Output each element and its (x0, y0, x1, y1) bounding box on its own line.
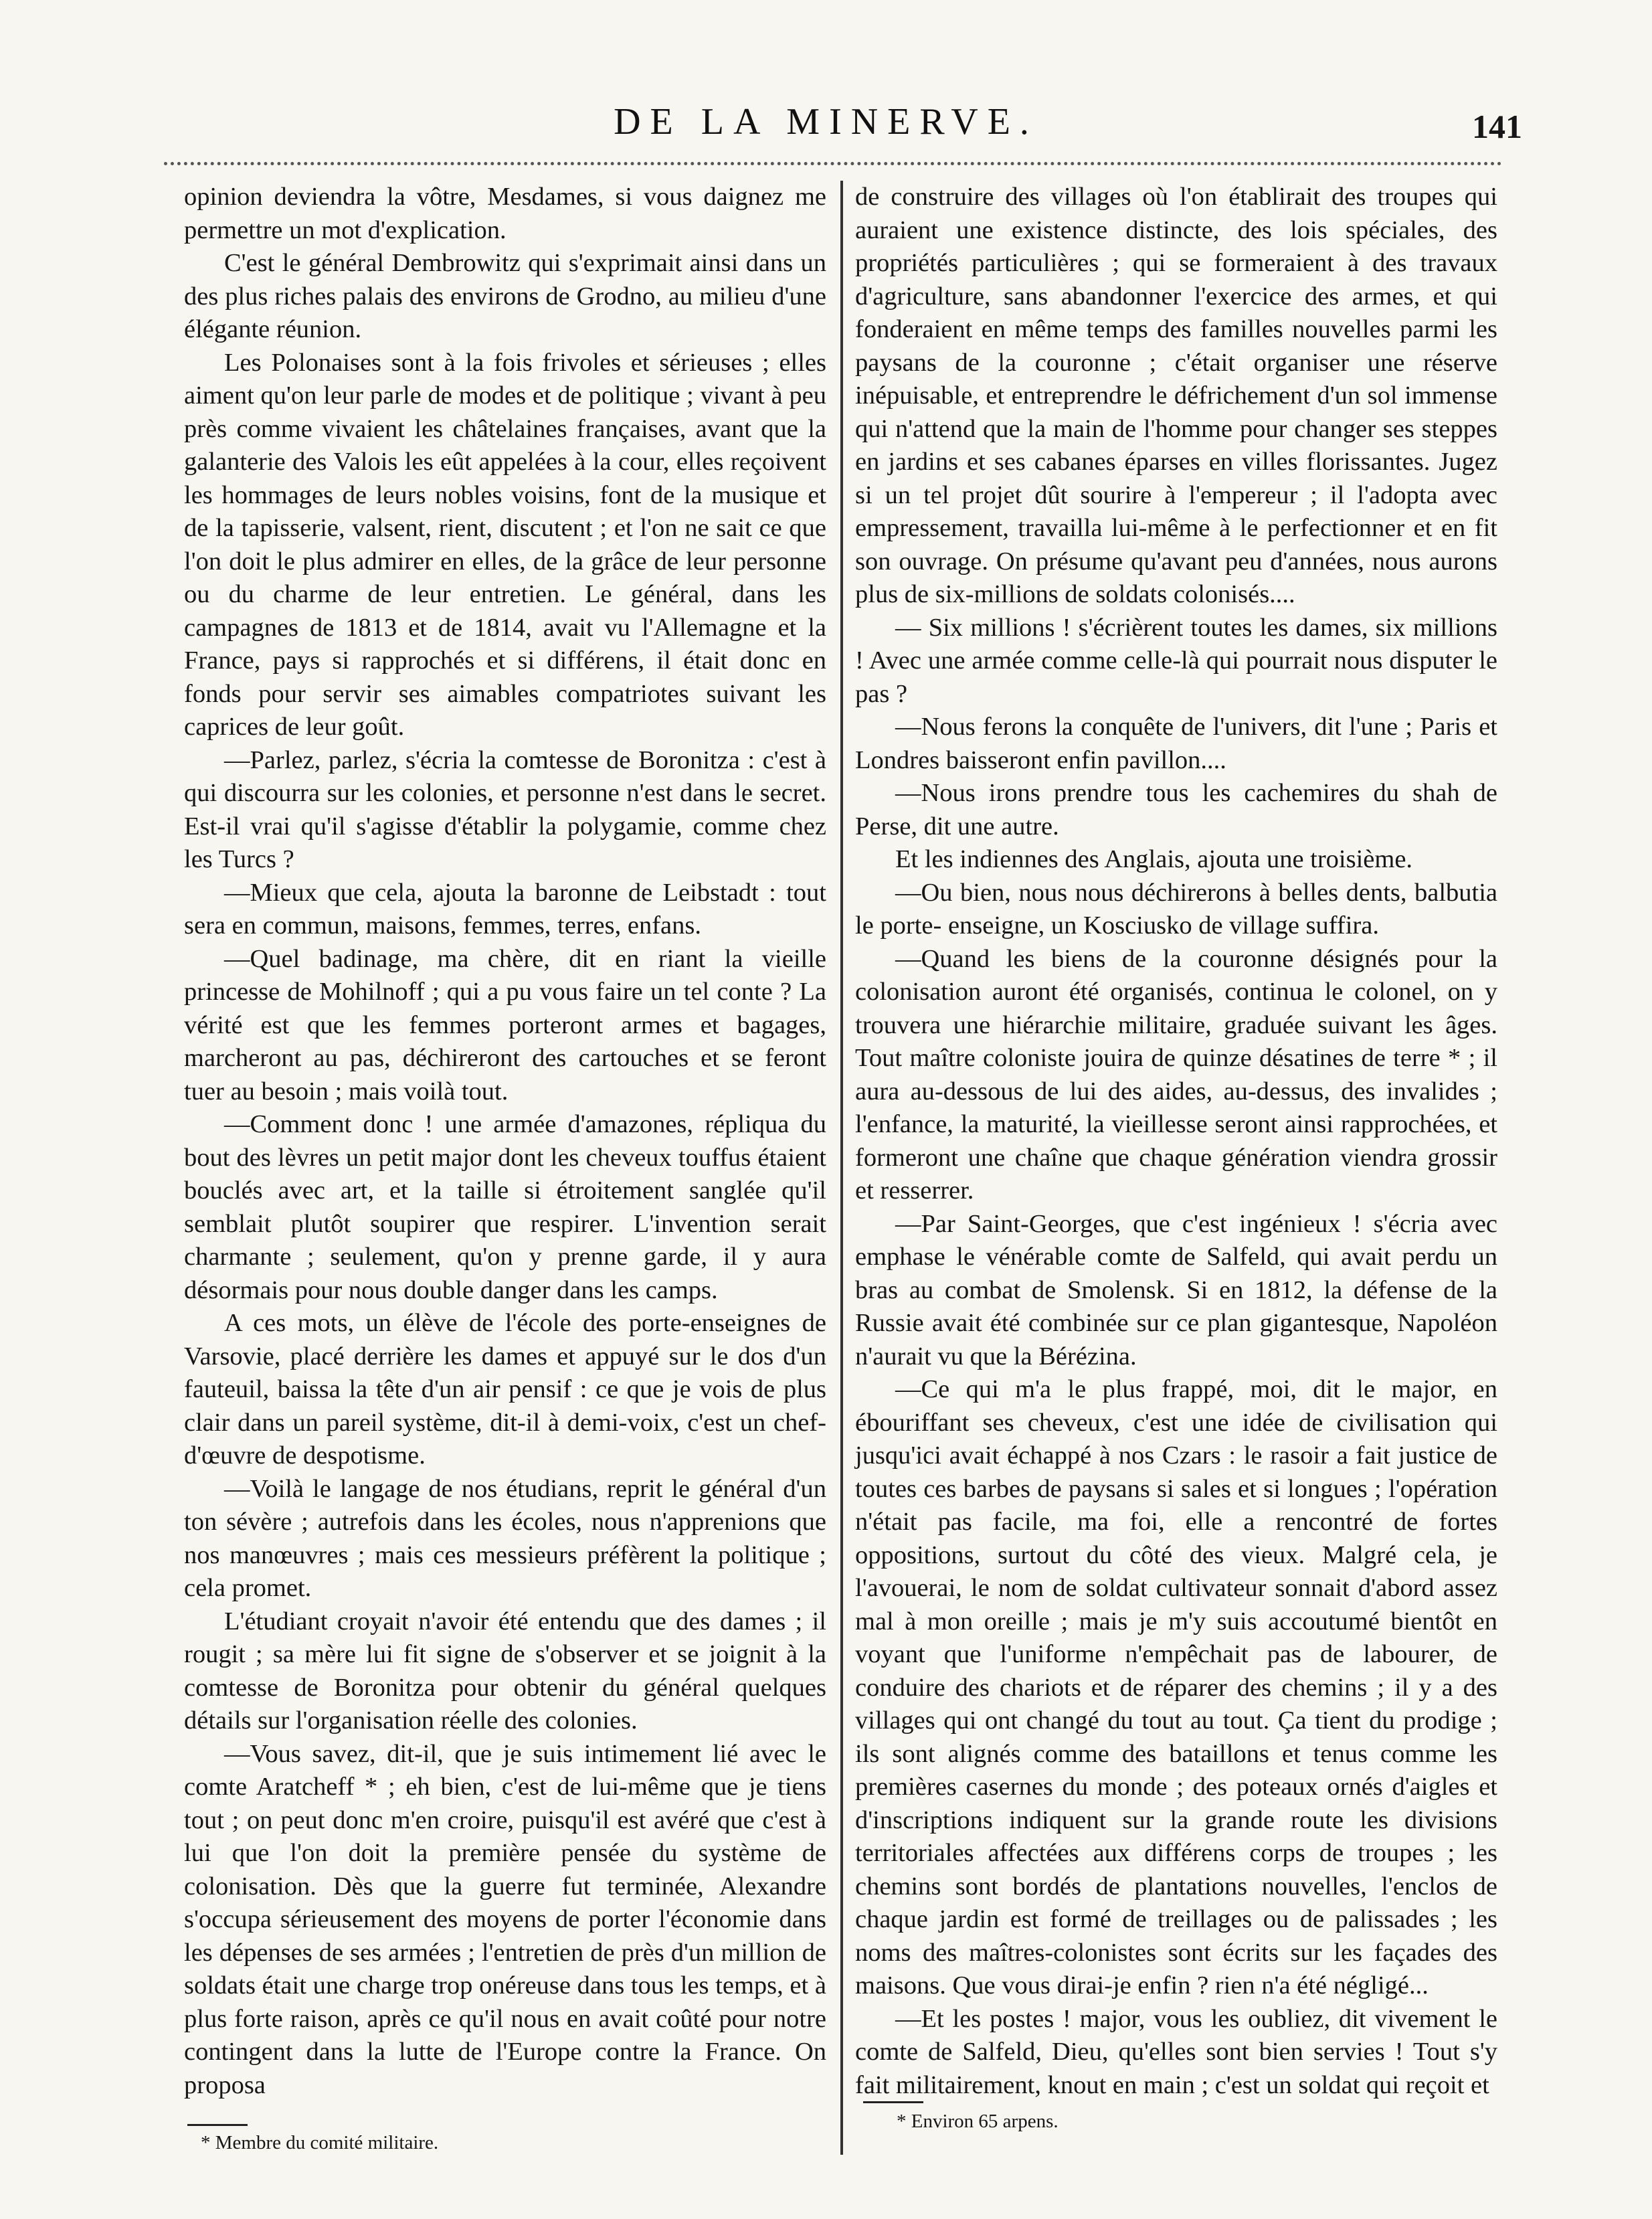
paragraph: C'est le général Dembrowitz qui s'exprimait ainsi dans un des plus riches palais des environs de Grodno, au milieu d'une élégante réunion. (184, 249, 826, 343)
paragraph: Et les indiennes des Anglais, ajouta une troisième. (895, 845, 1413, 873)
paragraph: de construire des villages où l'on établirait des troupes qui auraient une existence distincte, des lois spéciales, des propriétés particulières ; qui se formeraient à des travaux d'agriculture, sans abandonner l'exercice des armes, et qui fonderaient en même temps des familles nouvelles parmi les paysans de la couronne ; c'était organiser une réserve inépuisable, et entreprendre le défrichement d'un sol immense qui n'attend que la main de l'homme pour changer ses steppes en jardins et ses cabanes éparses en villes florissantes. Jugez si un tel projet dût sourire à l'empereur ; il l'adopta avec empressement, travailla lui-même à le perfectionner et en fit son ouvrage. On présume qu'avant peu d'années, nous aurons plus de six-millions de soldats colonisés.... (855, 183, 1497, 608)
paragraph: —Parlez, parlez, s'écria la comtesse de Boronitza : c'est à qui discourra sur les colonies, et personne n'est dans le secret. Est-il vrai qu'il s'agisse d'établir la polygamie, comme chez les Turcs ? (184, 745, 826, 873)
paragraph: Les Polonaises sont à la fois frivoles et sérieuses ; elles aiment qu'on leur parle de modes et de politique ; vivant à peu près comme vivaient les châtelaines françaises, avant que la galanterie des Valois les eût appelées à la cour, elles reçoivent les hommages de leurs nobles voisins, font de la musique et de la tapisserie, valsent, rient, discutent ; et l'on ne sait ce que l'on doit le plus admirer en elles, de la grâce de leur personne ou du charme de leur entretien. Le général, dans les campagnes de 1813 et de 1814, avait vu l'Allemagne et la France, pays si rapprochés et si différens, il était donc en fonds pour servir ses aimables compatriotes suivant les caprices de leur goût. (184, 348, 826, 741)
left-column (184, 181, 826, 2102)
paragraph: —Nous ferons la conquête de l'univers, dit l'une ; Paris et Londres baisseront enfin pavillon.... (855, 713, 1497, 774)
paragraph: — Six millions ! s'écrièrent toutes les dames, six millions ! Avec une armée comme celle-là qui pourrait nous disputer le pas ? (855, 613, 1497, 708)
paragraph: —Et les postes ! major, vous les oubliez, dit vivement le comte de Salfeld, Dieu, qu'elles sont bien servies ! Tout s'y fait militairement, knout en main ; c'est un soldat qui reçoit et (855, 2004, 1497, 2099)
paragraph: —Vous savez, dit-il, que je suis intimement lié avec le comte Aratcheff * ; eh bien, c'est de lui-même que je tiens tout ; on peut donc m'en croire, puisqu'il est avéré que c'est à lui que l'on doit la première pensée du système de colonisation. Dès que la guerre fut terminée, Alexandre s'occupa sérieusement des moyens de porter l'économie dans les dépenses de ses armées ; l'entretien de près d'un million de soldats était une charge trop onéreuse dans tous les temps, et à plus forte raison, après ce qu'il nous en avait coûté pour notre contingent dans la lutte de l'Europe contre la France. On proposa (184, 1739, 826, 2099)
paragraph: —Ce qui m'a le plus frappé, moi, dit le major, en ébouriffant ses cheveux, c'est une idée de civilisation qui jusqu'ici avait échappé à nos Czars : le rasoir a fait justice de toutes ces barbes de paysans si sales et si longues ; l'opération n'était pas facile, ma foi, elle a rencontré de fortes oppositions, surtout du côté des vieux. Malgré cela, je l'avouerai, le nom de soldat cultivateur sonnait d'abord assez mal à mon oreille ; mais je m'y suis accoutumé bientôt en voyant que l'uniforme n'empêchait pas de labourer, de conduire des chariots et de réparer des chemins ; il y a des villages qui ont changé du tout au tout. Ça tient du prodige ; ils sont alignés comme des bataillons et tenus comme les premières casernes du monde ; des poteaux ornés d'aigles et d'inscriptions indiquent sur la grande route les divisions territoriales affectées aux différens corps de troupes ; les chemins sont bordés de plantations nouvelles, l'enclos de chaque jardin est formé de treillages ou de palissades ; les noms des maîtres-colonistes sont écrits sur les façades des maisons. Que vous dirai-je enfin ? rien n'a été négligé... (855, 1375, 1497, 2000)
paragraph: —Quel badinage, ma chère, dit en riant la vieille princesse de Mohilnoff ; qui a pu vous faire un tel conte ? La vérité est que les femmes porteront armes et bagages, marcheront au pas, déchireront des cartouches et se feront tuer au besoin ; mais voilà tout. (184, 944, 826, 1105)
paragraph: —Quand les biens de la couronne désignés pour la colonisation auront été organisés, continua le colonel, on y trouvera une hiérarchie militaire, graduée suivant les âges. Tout maître coloniste jouira de quinze désatines de terre * ; il aura au-dessous de lui des aides, au-dessus, des invalides ; l'enfance, la maturité, la vieillesse seront ainsi rapprochées, et formeront une chaîne que chaque génération viendra grossir et resserrer. (855, 944, 1497, 1205)
footnote-rule (187, 2124, 248, 2126)
paragraph: A ces mots, un élève de l'école des porte-enseignes de Varsovie, placé derrière les dames et appuyé sur le dos d'un fauteuil, baissa la tête d'un air pensif : ce que je vois de plus clair dans un pareil système, dit-il à demi-voix, c'est un chef-d'œuvre de despotisme. (184, 1309, 826, 1470)
header-rule (164, 162, 1502, 165)
paragraph: —Par Saint-Georges, que c'est ingénieux ! s'écria avec emphase le vénérable comte de Salfeld, qui avait perdu un bras au combat de Smolensk. Si en 1812, la défense de la Russie avait été combinée sur ce plan gigantesque, Napoléon n'aurait vu que la Bérézina. (855, 1209, 1497, 1370)
footnote-right: * Environ 65 arpens. (897, 2111, 1059, 2132)
running-title: DE LA MINERVE. (614, 101, 1038, 143)
paragraph: L'étudiant croyait n'avoir été entendu que des dames ; il rougit ; sa mère lui fit signe de s'observer et se joignit à la comtesse de Boronitza pour obtenir du général quelques détails sur l'organisation réelle des colonies. (184, 1607, 826, 1735)
paragraph: opinion deviendra la vôtre, Mesdames, si vous daignez me permettre un mot d'explication. (184, 183, 826, 244)
column-divider (840, 181, 843, 2155)
footnote-left: * Membre du comité militaire. (201, 2132, 439, 2153)
paragraph: —Voilà le langage de nos étudians, reprit le général d'un ton sévère ; autrefois dans les écoles, nous n'apprenions que nos manœuvres ; mais ces messieurs préfèrent la politique ; cela promet. (184, 1474, 826, 1602)
paragraph: —Nous irons prendre tous les cachemires du shah de Perse, dit une autre. (855, 779, 1497, 840)
footnote-rule (863, 2101, 923, 2103)
paragraph: —Comment donc ! une armée d'amazones, répliqua du bout des lèvres un petit major dont les cheveux touffus étaient bouclés avec art, et la taille si étroitement sanglée qu'il semblait plutôt soupirer que respirer. L'invention serait charmante ; seulement, qu'on y prenne garde, il y aura désormais pour nous double danger dans les camps. (184, 1110, 826, 1304)
right-column (855, 181, 1497, 2102)
paragraph: —Mieux que cela, ajouta la baronne de Leibstadt : tout sera en commun, maisons, femmes, terres, enfans. (184, 878, 826, 940)
paragraph: —Ou bien, nous nous déchirerons à belles dents, balbutia le porte- enseigne, un Kosciusko de village suffira. (855, 878, 1497, 940)
page-number: 141 (1472, 108, 1522, 145)
